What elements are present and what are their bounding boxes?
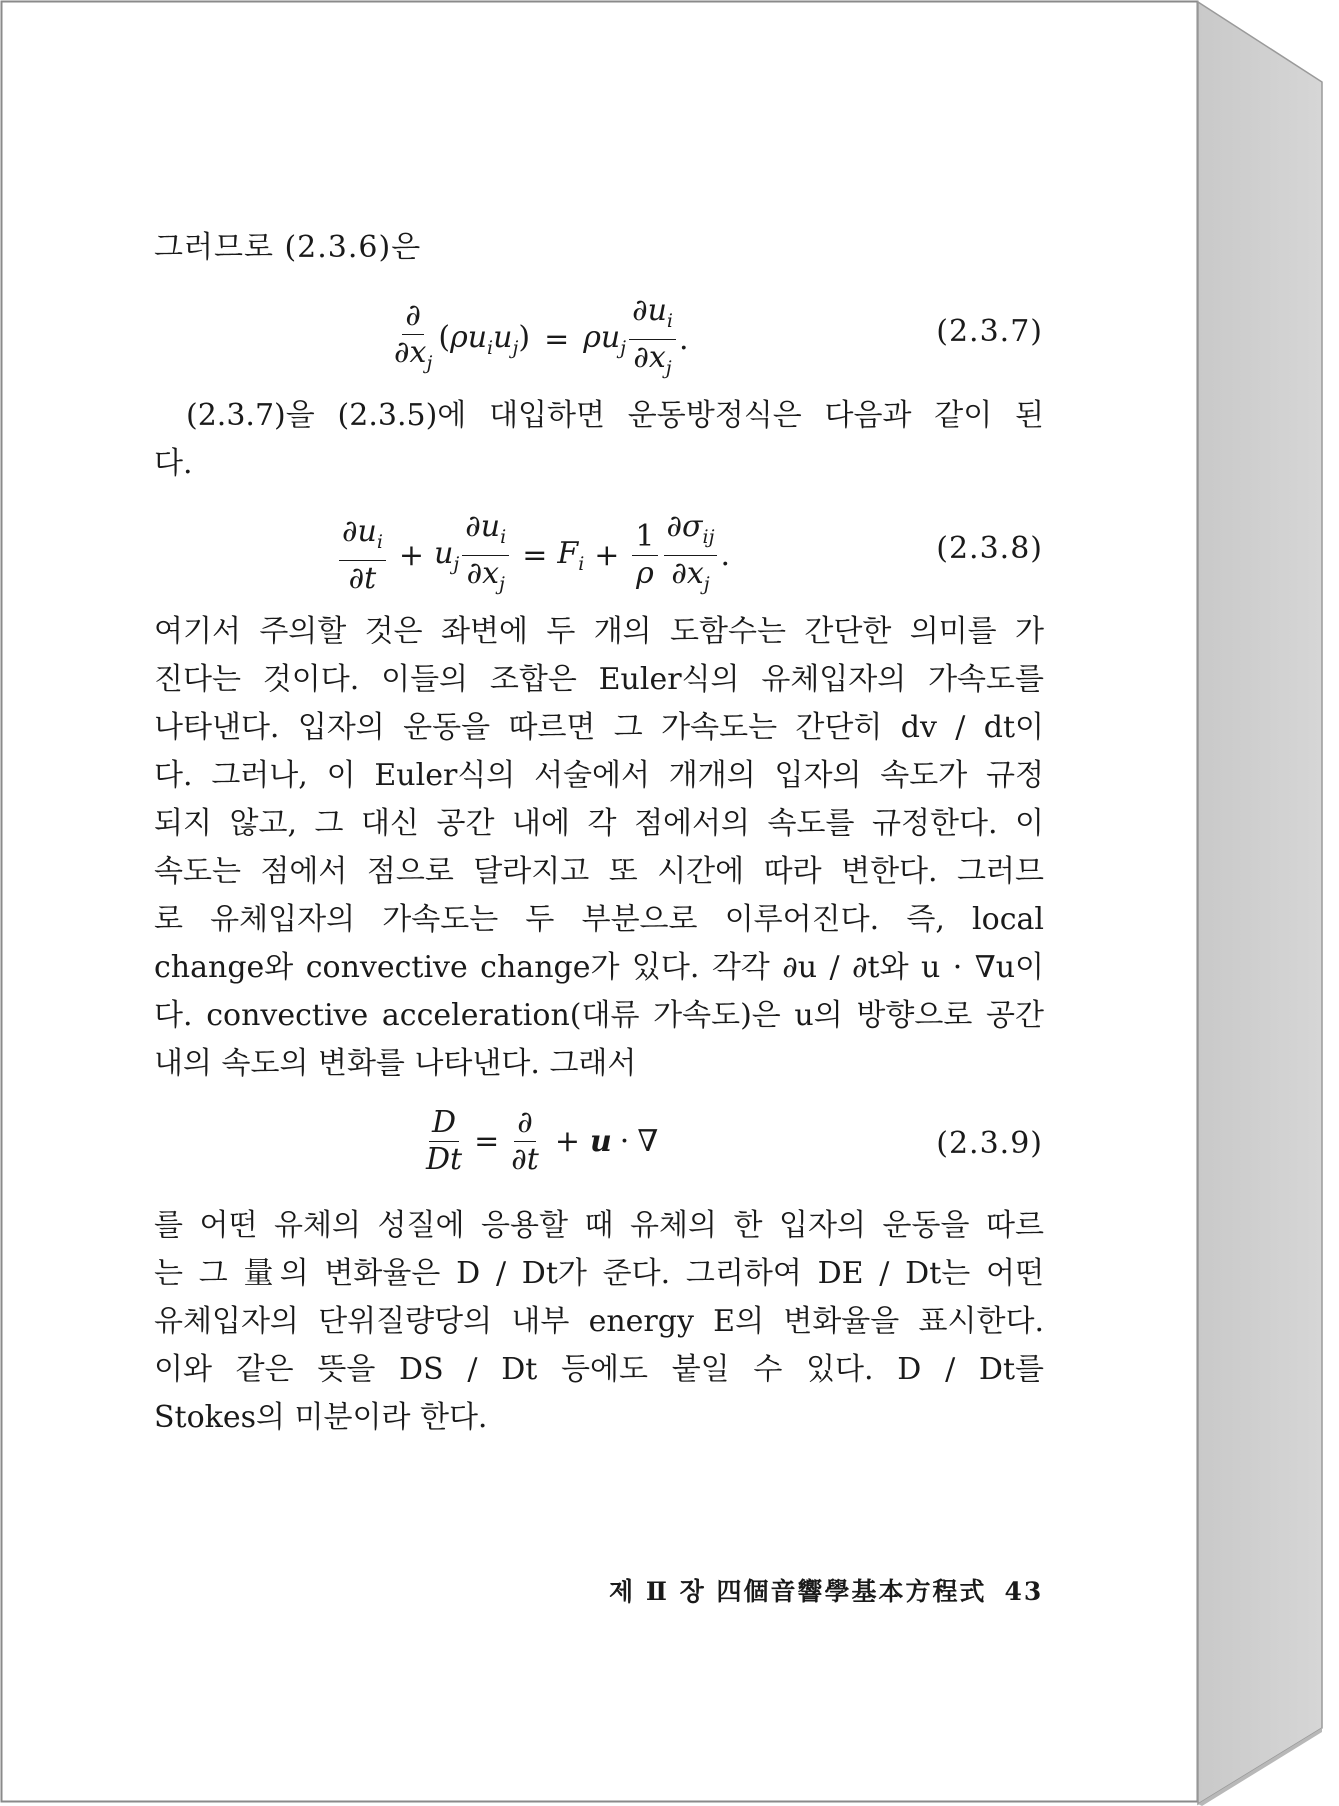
paragraph-line: 다. 그러나, 이 Euler식의 서술에서 개개의 입자의 속도가 규정 xyxy=(154,758,1044,793)
equation-2-3-7: $\frac{\partial}{\partial x_j}$ $(\rho u_iu_j)$ = $\rho u_j$ $\frac{\partial u_i}{\partial x_j}$ . xyxy=(394,293,689,379)
intro-line: 그러므로 (2.3.6)은 xyxy=(154,230,422,265)
equation-2-3-8: $\frac{\partial u_i}{\partial t}$ + $u_j$ $\frac{\partial u_i}{\partial x_j}$ = $F_i$ + $\frac{1}{\rho}$ $\frac{\partial\sigma_{ij}}{\partial x_j}$ . xyxy=(336,510,730,601)
paragraph-1-line-1 xyxy=(186,392,1044,440)
paragraph-line: 유체입자의 단위질량당의 내부 energy E의 변화율을 표시한다. xyxy=(154,1304,1044,1339)
page-number: 43 xyxy=(1004,1577,1044,1606)
paragraph-3 xyxy=(154,1202,1044,1442)
paragraph-line: 속도는 점에서 점으로 달라지고 또 시간에 따라 변한다. 그러므 xyxy=(154,854,1044,889)
paragraph-line: 다. convective acceleration(대류 가속도)은 u의 방향으로 공간 xyxy=(154,998,1044,1033)
paragraph-line: 로 유체입자의 가속도는 두 부분으로 이루어진다. 즉, local xyxy=(154,902,1044,937)
paragraph-1-line-2 xyxy=(154,440,1044,488)
equation-number-2-3-8: (2.3.8) xyxy=(936,531,1043,566)
paragraph-line: change와 convective change가 있다. 각각 ∂u / ∂t와 u · ∇u이 xyxy=(154,950,1044,985)
paragraph-line: 되지 않고, 그 대신 공간 내에 각 점에서의 속도를 규정한다. 이 xyxy=(154,806,1044,841)
equation-number-2-3-7: (2.3.7) xyxy=(936,314,1043,349)
paragraph-line: (2.3.7)을 (2.3.5)에 대입하면 운동방정식은 다음과 같이 된 xyxy=(186,398,1044,433)
paragraph-line: 다. xyxy=(154,446,193,481)
paragraph-line: 나타낸다. 입자의 운동을 따르면 그 가속도는 간단히 dv / dt이 xyxy=(154,710,1044,745)
chapter-title: 제 Ⅱ 장 四個音響學基本方程式 xyxy=(609,1577,987,1606)
paragraph-line: Stokes의 미분이라 한다. xyxy=(154,1400,488,1435)
paragraph-line: 를 어떤 유체의 성질에 응용할 때 유체의 한 입자의 운동을 따르 xyxy=(154,1208,1044,1243)
paragraph-line: 여기서 주의할 것은 좌변에 두 개의 도함수는 간단한 의미를 가 xyxy=(154,614,1044,649)
paragraph-line: 내의 속도의 변화를 나타낸다. 그래서 xyxy=(154,1046,637,1081)
equation-2-3-9: $\frac{D}{Dt}$ = $\frac{\partial}{\partial t}$ + u · ∇ xyxy=(426,1105,659,1177)
equation-number-2-3-9: (2.3.9) xyxy=(936,1126,1043,1161)
paragraph-2 xyxy=(154,608,1044,1088)
page-footer xyxy=(609,1572,1043,1608)
paragraph-line: 는 그 量의 변화율은 D / Dt가 준다. 그리하여 DE / Dt는 어떤 xyxy=(154,1256,1044,1291)
paragraph-line: 이와 같은 뜻을 DS / Dt 등에도 붙일 수 있다. D / Dt를 xyxy=(154,1352,1044,1387)
paragraph-line: 진다는 것이다. 이들의 조합은 Euler식의 유체입자의 가속도를 xyxy=(154,662,1044,697)
